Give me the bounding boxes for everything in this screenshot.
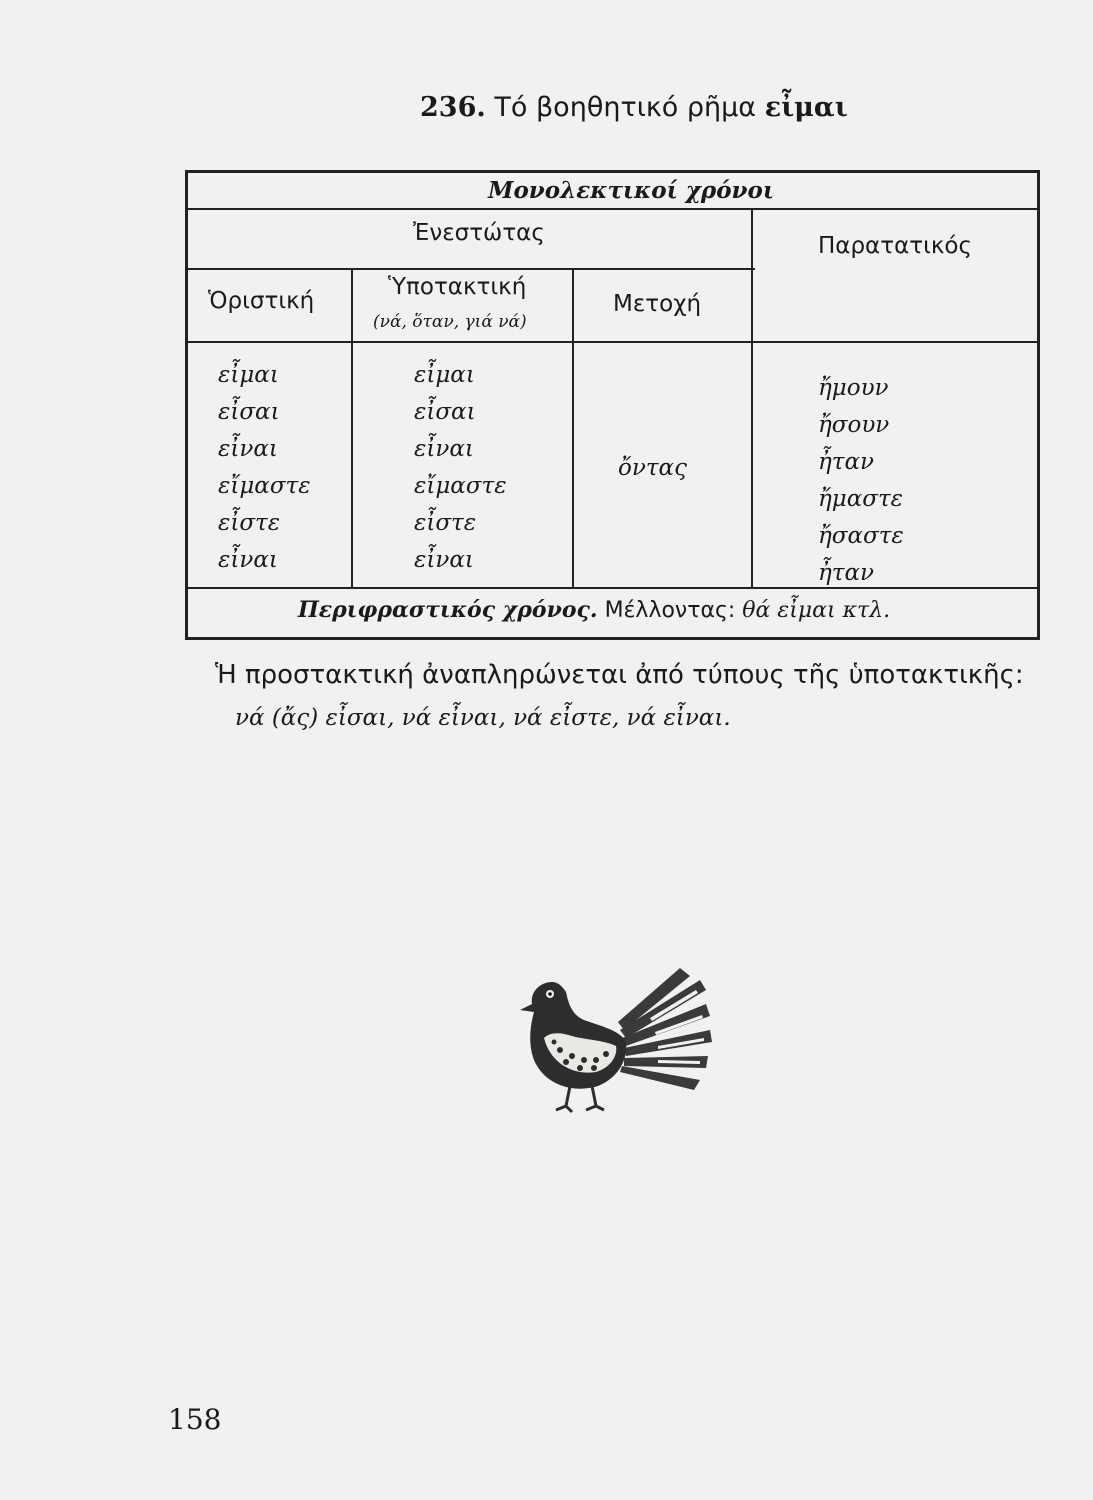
subjunctive-note: (νά, ὅταν, γιά νά) xyxy=(373,312,527,332)
participle-form: ὄντας xyxy=(618,455,687,481)
form-cell: εἶναι xyxy=(218,547,278,573)
section-heading xyxy=(420,92,848,123)
form-cell: ἤσαστε xyxy=(818,523,904,549)
table-rule xyxy=(188,208,1037,210)
form-cell: εἶμαι xyxy=(414,362,475,388)
imperfect-forms xyxy=(818,370,904,592)
form-cell: εἴμαστε xyxy=(414,473,507,499)
indicative-header: Ὁριστική xyxy=(208,288,315,314)
group-header: Μονολεκτικοί χρόνοι xyxy=(488,177,774,204)
table-rule xyxy=(572,268,574,587)
form-cell: εἶναι xyxy=(218,436,278,462)
section-number: 236. xyxy=(420,92,486,123)
form-cell: εἶναι xyxy=(414,547,474,573)
indicative-forms xyxy=(218,357,311,579)
bird-illustration-icon xyxy=(500,960,715,1115)
imperative-forms: νά (ἄς) εἶσαι, νά εἶναι, νά εἶστε, νά εἶναι. xyxy=(235,705,731,731)
form-cell: εἶσαι xyxy=(218,399,280,425)
table-rule xyxy=(351,268,353,587)
form-cell: ἤμουν xyxy=(818,375,889,401)
periphrastic-row xyxy=(298,597,890,623)
section-verb: εἶμαι xyxy=(764,92,848,123)
table-rule xyxy=(188,587,1037,589)
form-cell: εἶναι xyxy=(414,436,474,462)
present-header: Ἐνεστώτας xyxy=(413,220,545,246)
table-rule xyxy=(751,208,753,587)
form-cell: ἦταν xyxy=(818,560,875,586)
section-title-text: Τό βοηθητικό ρῆμα xyxy=(494,92,757,123)
periphrastic-label: Περιφραστικός χρόνος. xyxy=(298,597,598,623)
imperative-note: Ἡ προστακτική ἀναπληρώνεται ἀπό τύπους τῆς ὑποτακτικῆς: xyxy=(215,660,1024,690)
form-cell: εἶστε xyxy=(414,510,477,536)
form-cell: εἶμαι xyxy=(218,362,279,388)
participle-header: Μετοχή xyxy=(613,291,702,317)
form-cell: εἶσαι xyxy=(414,399,476,425)
table-rule xyxy=(188,341,1037,343)
form-cell: ἤσουν xyxy=(818,412,890,438)
table-rule xyxy=(188,268,755,270)
form-cell: εἴμαστε xyxy=(218,473,311,499)
page-number: 158 xyxy=(168,1403,222,1436)
future-form: θά εἶμαι κτλ. xyxy=(742,598,891,623)
imperfect-header: Παρατατικός xyxy=(818,233,972,259)
form-cell: ἤμαστε xyxy=(818,486,904,512)
form-cell: εἶστε xyxy=(218,510,281,536)
form-cell: ἦταν xyxy=(818,449,875,475)
future-label: Μέλλοντας: xyxy=(604,598,736,623)
conjugation-table xyxy=(185,170,1040,640)
subjunctive-header: Ὑποτακτική xyxy=(388,274,527,300)
subjunctive-forms xyxy=(414,357,507,579)
